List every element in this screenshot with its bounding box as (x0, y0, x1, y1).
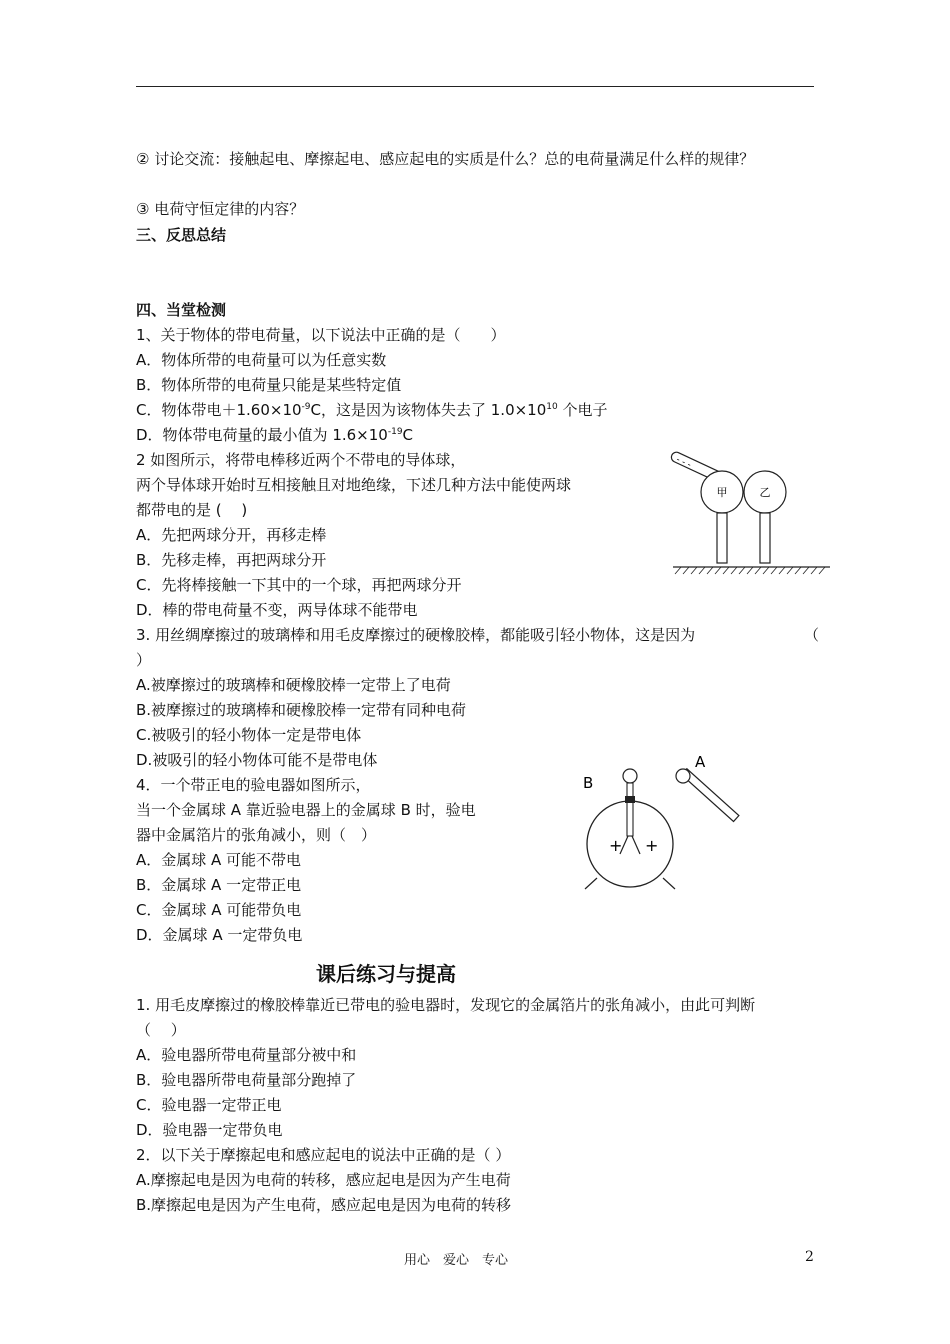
q2-option-d: D．棒的带电荷量不变，两导体球不能带电 (136, 601, 418, 619)
footer-motto: 用心 爱心 专心 (404, 1253, 509, 1268)
plus-right: + (645, 836, 659, 855)
q1-option-c: C．物体带电$+1.60\times 10^{-9}C$，这是因为该物体失去了 $1.0\times 10^{10}$ 个电子 (136, 401, 608, 419)
rod-charges: - - - (674, 454, 693, 471)
page-number: 2 (805, 1249, 814, 1265)
ex2-option-a: A.摩擦起电是因为电荷的转移，感应起电是因为产生电荷 (136, 1171, 511, 1189)
q2-option-c: C．先将棒接触一下其中的一个球，再把两球分开 (136, 576, 462, 594)
q3-paren-open: （ (804, 626, 820, 644)
discussion-q3: ③ 电荷守恒定律的内容？ (136, 200, 305, 218)
q2-figure-conductor-spheres (665, 450, 835, 580)
q3-paren-close: ） (136, 651, 152, 669)
section4-title: 四、当堂检测 (136, 301, 227, 319)
section3-title: 三、反思总结 (136, 226, 227, 244)
label-ball-a: A (695, 753, 706, 771)
ex1-option-c: C．验电器一定带正电 (136, 1096, 282, 1114)
q3-option-b: B.被摩擦过的玻璃棒和硬橡胶棒一定带有同种电荷 (136, 701, 467, 719)
q4-stem-line2: 当一个金属球 A 靠近验电器上的金属球 B 时，验电 (136, 801, 476, 819)
ex1-paren: （ ） (136, 1021, 186, 1039)
stand-jia (717, 513, 727, 563)
q3-option-d: D.被吸引的轻小物体可能不是带电体 (136, 751, 378, 769)
ex2-option-b: B.摩擦起电是因为产生电荷，感应起电是因为电荷的转移 (136, 1196, 512, 1214)
electroscope-rod (627, 783, 633, 836)
after-class-title: 课后练习与提高 (316, 962, 456, 986)
q2-stem-line3: 都带电的是 ( ) (136, 501, 248, 519)
ex1-option-a: A．验电器所带电荷量部分被中和 (136, 1046, 357, 1064)
plus-left: + (609, 836, 623, 855)
ball-a (676, 769, 690, 783)
q1-stem: 1、关于物体的带电荷量，以下说法中正确的是（ ） (136, 326, 506, 344)
discussion-q2: ② 讨论交流：接触起电、摩擦起电、感应起电的实质是什么？总的电荷量满足什么样的规律？ (136, 150, 755, 168)
q2-stem-line2: 两个导体球开始时互相接触且对地绝缘，下述几种方法中能使两球 (136, 476, 572, 494)
ball-b (623, 769, 637, 783)
header-rule (136, 86, 814, 87)
q4-option-d: D．金属球 A 一定带负电 (136, 926, 303, 944)
q4-stem-line1: 4．一个带正电的验电器如图所示， (136, 776, 371, 794)
q4-option-b: B．金属球 A 一定带正电 (136, 876, 302, 894)
q3-option-a: A.被摩擦过的玻璃棒和硬橡胶棒一定带上了电荷 (136, 676, 451, 694)
q1-option-d: D．物体带电荷量的最小值为 $1.6\times 10^{-19}C$ (136, 426, 414, 444)
q4-stem-line3: 器中金属箔片的张角减小，则（ ） (136, 826, 377, 844)
stand-yi (760, 513, 770, 563)
q4-option-c: C．金属球 A 可能带负电 (136, 901, 302, 919)
ex1-option-d: D．验电器一定带负电 (136, 1121, 283, 1139)
insulator-plug (625, 796, 635, 803)
leg-right (663, 878, 675, 889)
q3-stem: 3. 用丝绸摩擦过的玻璃棒和用毛皮摩擦过的硬橡胶棒，都能吸引轻小物体，这是因为 (136, 626, 696, 644)
sphere-label-yi: 乙 (759, 486, 771, 499)
q1-option-a: A．物体所带的电荷量可以为任意实数 (136, 351, 387, 369)
q2-option-a: A．先把两球分开，再移走棒 (136, 526, 327, 544)
q4-figure-electroscope (575, 748, 765, 896)
q1-option-b: B．物体所带的电荷量只能是某些特定值 (136, 376, 402, 394)
ex1-stem: 1. 用毛皮摩擦过的橡胶棒靠近已带电的验电器时，发现它的金属箔片的张角减小，由此可判断 (136, 996, 756, 1014)
label-ball-b: B (583, 774, 594, 792)
q2-option-b: B．先移走棒，再把两球分开 (136, 551, 327, 569)
q4-option-a: A．金属球 A 可能不带电 (136, 851, 302, 869)
sphere-label-jia: 甲 (716, 486, 728, 499)
q2-stem-line1: 2 如图所示，将带电棒移近两个不带电的导体球， (136, 451, 466, 469)
ex1-option-b: B．验电器所带电荷量部分跑掉了 (136, 1071, 357, 1089)
q3-option-c: C.被吸引的轻小物体一定是带电体 (136, 726, 362, 744)
ex2-stem: 2．以下关于摩擦起电和感应起电的说法中正确的是（ ） (136, 1146, 511, 1164)
leg-left (585, 878, 597, 889)
